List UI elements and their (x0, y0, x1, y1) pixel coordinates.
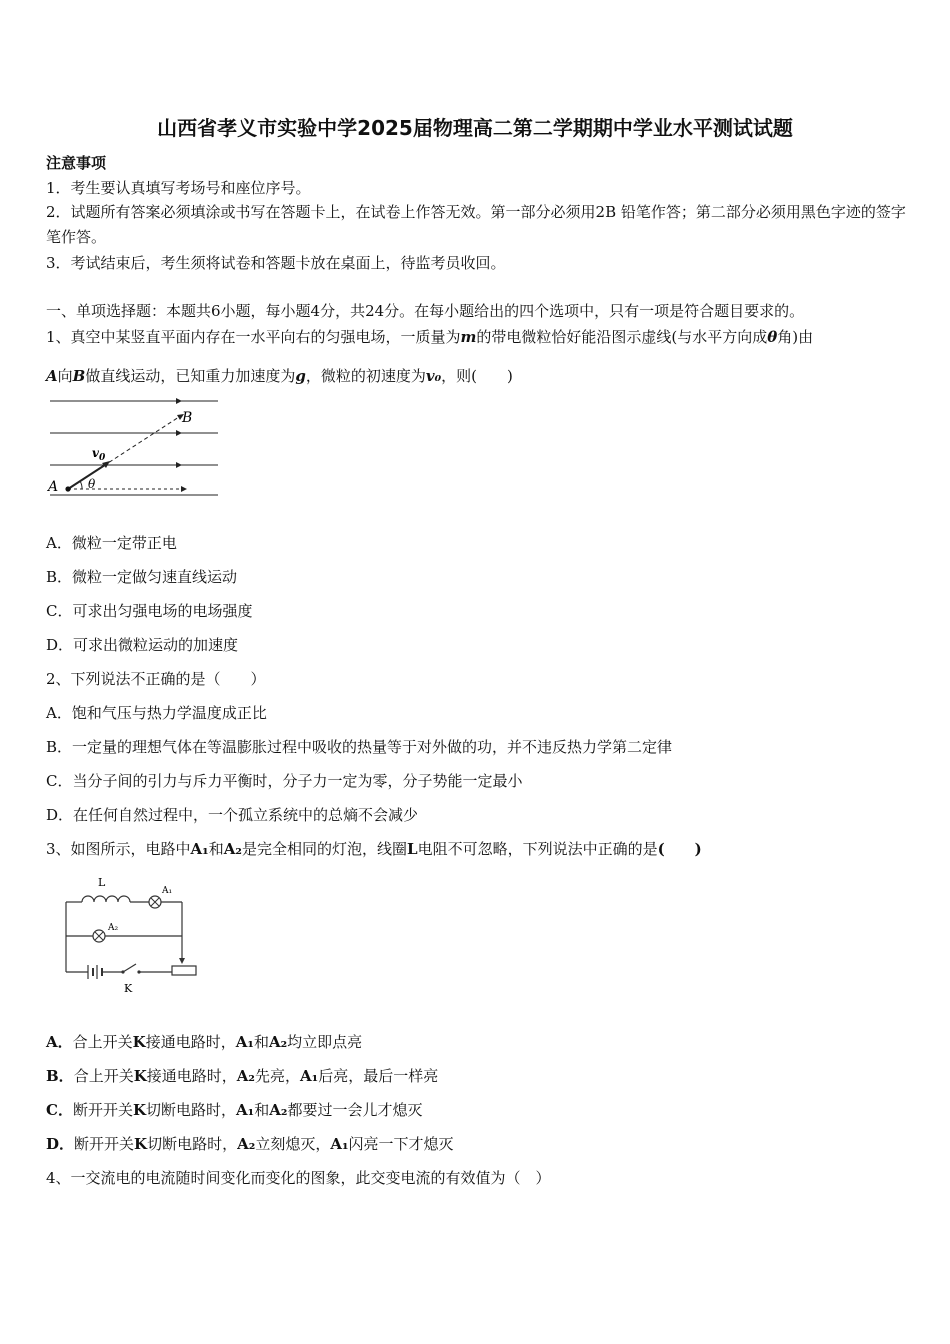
angle-arc (80, 481, 82, 489)
label-b: B (182, 410, 193, 426)
q3-answer-bracket: ( ) (657, 840, 702, 858)
q2-option-b: B．一定量的理想气体在等温膨胀过程中吸收的热量等于对外做的功，并不违反热力学第二定律 (46, 738, 673, 756)
q3-text: 是完全相同的灯泡，线圈 (242, 840, 408, 858)
q1-stem-line2 (46, 365, 513, 386)
q1-point-b: B (72, 367, 86, 385)
q3-text: 3、如图所示，电路中 (46, 840, 191, 858)
q1-text: 角)由 (777, 328, 814, 346)
page-title: 山西省孝义市实验中学2025届物理高二第二学期期中学业水平测试试题 (157, 116, 793, 140)
q3-option-b: B．合上开关K接通电路时，A₂先亮，A₁后亮，最后一样亮 (46, 1067, 439, 1085)
q4-stem: 4、一交流电的电流随时间变化而变化的图象，此交变电流的有效值为（ ） (46, 1169, 551, 1187)
q1-text: 向 (57, 367, 73, 385)
q1-option-c: C．可求出匀强电场的电场强度 (46, 602, 253, 620)
notice-heading: 注意事项 (46, 154, 107, 172)
q2-option-c: C．当分子间的引力与斥力平衡时，分子力一定为零，分子势能一定最小 (46, 772, 523, 790)
q3-text: 电阻不可忽略，下列说法中正确的是 (417, 840, 658, 858)
q2-option-d: D．在任何自然过程中，一个孤立系统中的总熵不会减少 (46, 806, 419, 824)
q1-gravity-symbol: g (295, 367, 306, 385)
section-header: 一、单项选择题：本题共6小题，每小题4分，共24分。在每小题给出的四个选项中，只有一项是符合题目要求的。 (46, 302, 805, 320)
label-k: K (124, 982, 133, 995)
q3-option-c: C．断开开关K切断电路时，A₁和A₂都要过一会儿才熄灭 (46, 1101, 423, 1119)
q3-text: 和 (208, 840, 224, 858)
q3-coil-l: L (407, 840, 418, 858)
q3-circuit-diagram (60, 872, 205, 997)
q3-stem (46, 838, 702, 859)
inductor-coil-icon (82, 896, 130, 902)
particle-dot (65, 486, 70, 491)
notice-item-3: 3．考试结束后，考生须将试卷和答题卡放在桌面上，待监考员收回。 (46, 254, 506, 272)
q2-option-a: A．饱和气压与热力学温度成正比 (46, 704, 267, 722)
lamp-a2-cross (95, 932, 103, 940)
notice-item-2: 2．试题所有答案必须填涂或书写在答题卡上，在试卷上作答无效。第一部分必须用2B 铅笔作答；第二部分必须用黑色字迹的签字笔作答。 (46, 203, 906, 246)
label-a: A (48, 479, 59, 495)
q3-lamp-a2: A₂ (223, 840, 242, 858)
q1-option-b: B．微粒一定做匀速直线运动 (46, 568, 238, 586)
label-theta: θ (88, 477, 96, 491)
q1-mass-symbol: m (460, 328, 477, 346)
q1-field-diagram (44, 395, 224, 505)
q1-option-d: D．可求出微粒运动的加速度 (46, 636, 239, 654)
q3-lamp-a1: A₁ (190, 840, 209, 858)
q1-text: ，微粒的初速度为 (305, 367, 426, 385)
rheostat-icon (172, 966, 196, 975)
q1-option-a: A．微粒一定带正电 (46, 534, 177, 552)
q1-theta-symbol: θ (767, 328, 778, 346)
label-a2: A₂ (108, 923, 119, 933)
lamp-a1-cross (151, 898, 159, 906)
q1-text: 的带电微粒恰好能沿图示虚线(与水平方向成 (476, 328, 768, 346)
rheostat-arrow-icon (179, 958, 185, 964)
field-arrow-icon (176, 398, 182, 404)
q1-stem-line1 (46, 326, 813, 347)
reference-arrow-icon (181, 486, 187, 492)
q1-text: ，则( ) (441, 367, 513, 385)
label-l: L (98, 876, 106, 889)
label-a1: A₁ (162, 886, 173, 896)
notice-item-1: 1．考生要认真填写考场号和座位序号。 (46, 179, 311, 197)
field-arrow-icon (176, 462, 182, 468)
q2-stem: 2、下列说法不正确的是（ ） (46, 670, 266, 688)
label-v0: $v_0$ (92, 446, 106, 463)
q1-velocity-symbol: v₀ (425, 367, 442, 385)
q1-text: 1、真空中某竖直平面内存在一水平向右的匀强电场，一质量为 (46, 328, 461, 346)
q3-option-a: A．合上开关K接通电路时，A₁和A₂均立即点亮 (46, 1033, 363, 1051)
q3-option-d: D．断开开关K切断电路时，A₂立刻熄灭，A₁闪亮一下才熄灭 (46, 1135, 454, 1153)
field-arrow-icon (176, 430, 182, 436)
switch-k-icon (123, 964, 136, 972)
q1-point-a: A (46, 367, 58, 385)
q1-text: 做直线运动，已知重力加速度为 (85, 367, 296, 385)
